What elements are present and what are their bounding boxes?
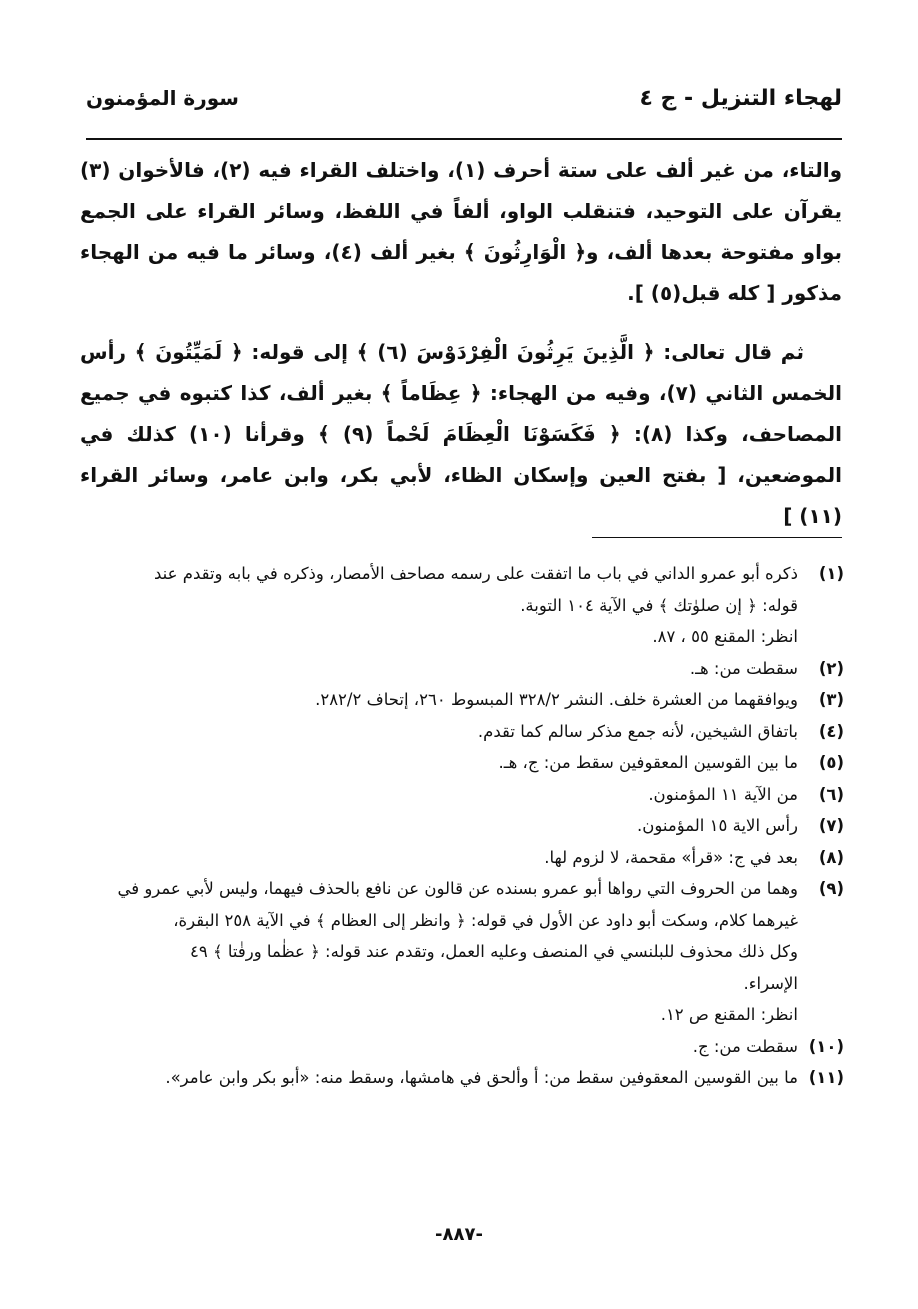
footnote-line: قوله: ﴿ إن صلوٰتك ﴾ في الآية ١٠٤ التوبة. [520,595,798,615]
footnote-2 [76,653,844,685]
footnote-number: (٦) [818,784,844,804]
footnote-line: انظر: المقنع ص ١٢. [660,1005,798,1024]
footnote-8 [76,842,844,874]
footnote-number: (٥) [818,753,844,772]
surah-title: سورة المؤمنون [86,86,239,110]
footnote-line: الإسراء. [743,973,798,993]
footnote-line: انظر: المقنع ٥٥ ، ٨٧. [652,627,798,646]
footnote-line: ويوافقهما من العشرة خلف. النشر ٣٢٨/٢ المبسوط ٢٦٠، إتحاف ٢٨٢/٢. [315,690,798,709]
footnote-line: وهما من الحروف التي رواها أبو عمرو بسنده عن قالون عن نافع بالحذف فيهما، وليس لأبي عمرو في [117,879,798,898]
main-paragraph-2: ثم قال تعالى: ﴿ الَّذِينَ يَرِثُونَ الْفِرْدَوْسَ (٦) ﴾ إلى قوله: ﴿ لَمَيِّتُونَ ﴾ رأس الخمس الثاني (٧)، وفيه من الهجاء: ﴿ عِظَاماً ﴾ بغير ألف، كذا كتبوه في جميع المصاحف، وكذا (٨): ﴿ فَكَسَوْنَا الْعِظَامَ لَحْماً (٩) ﴾ وقرأنا (١٠) كذلك في الموضعين، [ بفتح العين وإسكان الظاء، لأبي بكر، وابن عامر، وسائر القراء (١١) ] [80,340,843,528]
footnote-number: (٨) [818,847,844,867]
footnote-6 [76,779,844,811]
footnote-line: ذكره أبو عمرو الداني في باب ما اتفقت على رسمه مصاحف الأمصار، وذكره في بابه وتقدم عند [154,564,798,583]
footnote-number: (٧) [818,816,844,835]
footnote-number: (١١) [808,1068,844,1087]
footnote-line: سقطت من: هـ. [689,658,798,678]
footnote-line: وكل ذلك محذوف للبلنسي في المنصف وعليه العمل، وتقدم عند قوله: ﴿ عظٰما ورفٰتا ﴾ ٤٩ [189,942,798,961]
footnote-number: (٤) [818,721,844,741]
footnote-line: بعد في ج: «قرأ» مقحمة، لا لزوم لها. [544,847,798,867]
footnote-7 [76,810,844,842]
footnote-10 [76,1031,844,1063]
footnote-number: (٣) [818,690,844,709]
page-number: -٨٨٧- [435,1224,483,1245]
footnote-line: سقطت من: ج. [692,1036,798,1056]
footnote-number: (١٠) [808,1036,844,1056]
running-header [86,84,842,132]
footnote-4 [76,716,844,748]
footnote-5 [76,747,844,779]
footnote-line: باتفاق الشيخين، لأنه جمع مذكر سالم كما تقدم. [477,721,798,741]
footnote-line: رأس الاية ١٥ المؤمنون. [637,816,798,835]
book-title: لهجاء التنزيل - ج ٤ [639,86,842,111]
footnote-divider [592,537,842,538]
footnote-11 [76,1062,844,1094]
footnote-line: ما بين القوسين المعقوفين سقط من: ج، هـ. [498,753,798,772]
footnote-line: من الآية ١١ المؤمنون. [648,784,798,804]
footnotes-list [76,558,844,1094]
footnote-3 [76,684,844,716]
footnote-number: (١) [818,564,844,583]
footnote-9 [76,873,844,1031]
header-divider [86,138,842,140]
main-paragraph-1: والتاء، من غير ألف على ستة أحرف (١)، واختلف القراء فيه (٢)، فالأخوان (٣) يقرآن على التوحيد، فتنقلب الواو، ألفاً في اللفظ، وسائر القراء على الجمع بواو مفتوحة بعدها ألف، و﴿ الْوَارِثُونَ ﴾ بغير ألف (٤)، وسائر ما فيه من الهجاء مذكور [ كله قبل(٥) ]. [80,158,842,305]
footnote-number: (٢) [818,658,844,678]
footnote-line: ما بين القوسين المعقوفين سقط من: أ وألحق في هامشها، وسقط منه: «أبو بكر وابن عامر». [165,1068,798,1087]
footnote-1 [76,558,844,653]
footnote-line: غيرهما كلام، وسكت أبو داود عن الأول في قوله: ﴿ وانظر إلى العظام ﴾ في الآية ٢٥٨ البقرة، [173,910,798,930]
main-text [80,150,842,537]
footnote-number: (٩) [818,879,844,898]
